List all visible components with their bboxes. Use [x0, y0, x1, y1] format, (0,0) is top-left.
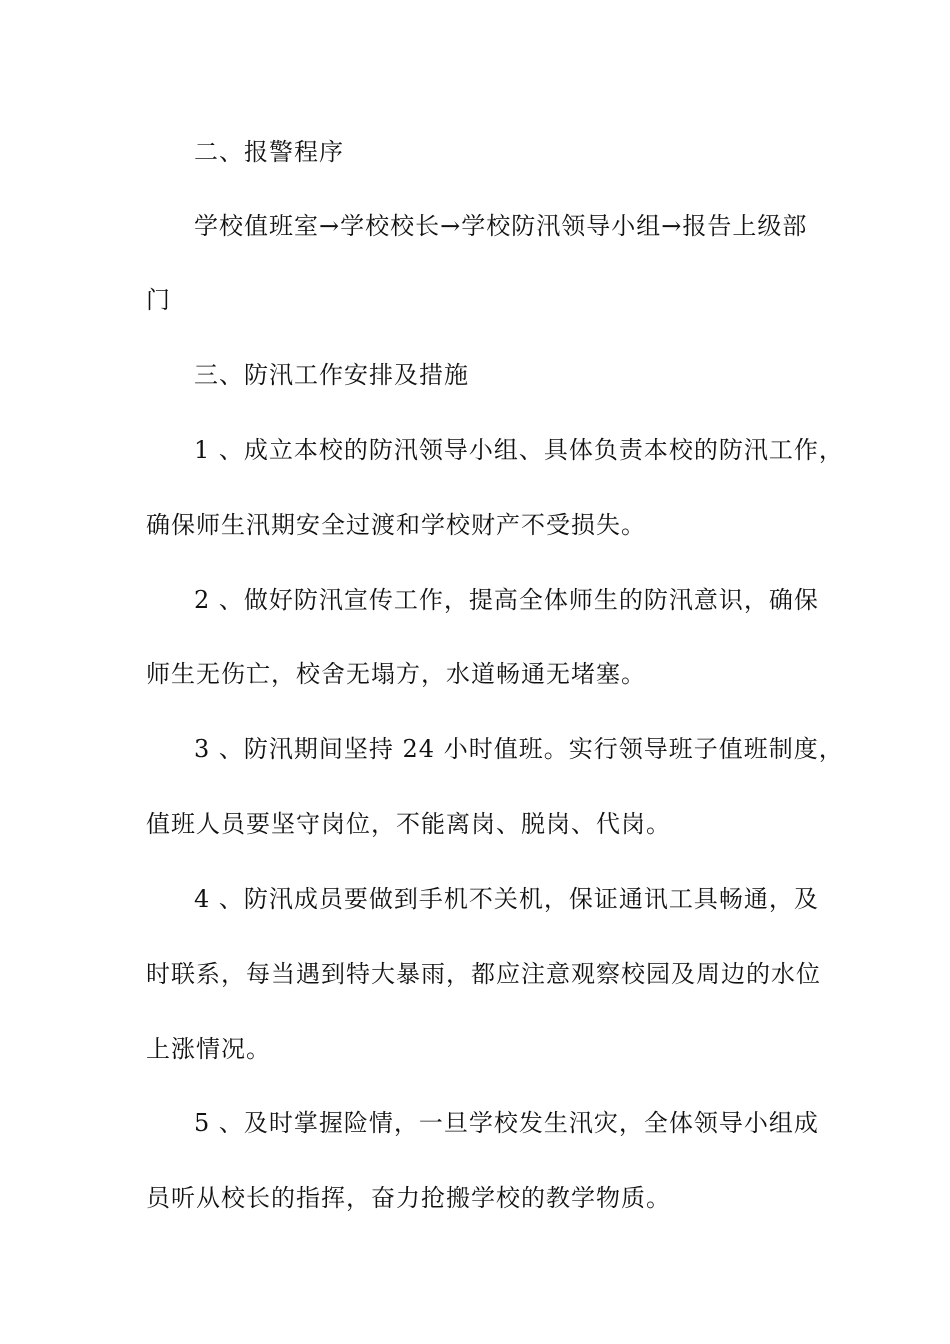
section-heading-arrangements: 三、防汛工作安排及措施: [194, 361, 469, 389]
section-heading-alarm-procedure: 二、报警程序: [194, 138, 344, 166]
item-4-text-continued-2: 上涨情况。: [146, 1035, 271, 1063]
item-5-text-continued: 员听从校长的指挥，奋力抢搬学校的教学物质。: [146, 1184, 671, 1212]
item-2-text: 2 、做好防汛宣传工作，提高全体师生的防汛意识，确保: [194, 586, 819, 614]
item-2-text-continued: 师生无伤亡，校舍无塌方，水道畅通无堵塞。: [146, 660, 646, 688]
item-3-text-continued: 值班人员要坚守岗位，不能离岗、脱岗、代岗。: [146, 810, 671, 838]
item-4-text-continued: 时联系，每当遇到特大暴雨，都应注意观察校园及周边的水位: [146, 960, 821, 988]
alarm-procedure-text: 学校值班室→学校校长→学校防汛领导小组→报告上级部: [194, 212, 808, 240]
item-1-text-continued: 确保师生汛期安全过渡和学校财产不受损失。: [146, 511, 646, 539]
alarm-procedure-text-continued: 门: [146, 286, 171, 314]
item-5-text: 5 、及时掌握险情，一旦学校发生汛灾，全体领导小组成: [194, 1109, 819, 1137]
item-3-text: 3 、防汛期间坚持 24 小时值班。实行领导班子值班制度，: [194, 735, 844, 763]
item-4-text: 4 、防汛成员要做到手机不关机，保证通讯工具畅通，及: [194, 885, 819, 913]
item-1-text: 1 、成立本校的防汛领导小组、具体负责本校的防汛工作，: [194, 436, 844, 464]
